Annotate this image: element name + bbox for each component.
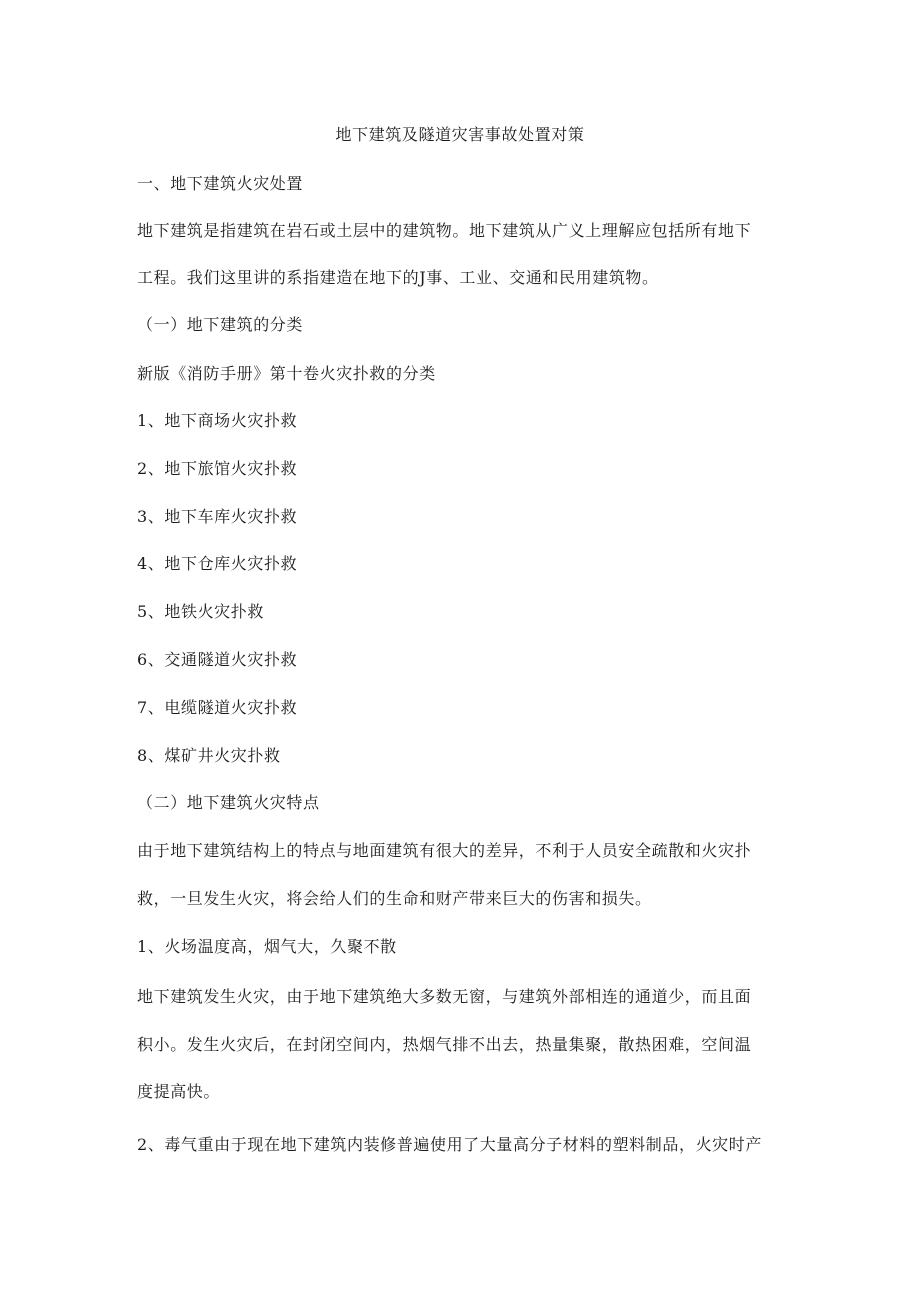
paragraph-line: 积小。发生火灾后，在封闭空间内，热烟气排不出去，热量集聚，散热困难，空间温 xyxy=(137,1035,752,1054)
document-title: 地下建筑及隧道灾害事故处置对策 xyxy=(335,125,585,144)
list-item: 2、地下旅馆火灾扑救 xyxy=(137,459,298,478)
list-item: 3、地下车库火灾扑救 xyxy=(137,507,298,526)
subsection-heading-characteristics: （二）地下建筑火灾特点 xyxy=(137,793,320,812)
list-item: 5、地铁火灾扑救 xyxy=(137,602,264,621)
paragraph-line: 地下建筑是指建筑在岩石或土层中的建筑物。地下建筑从广义上理解应包括所有地下 xyxy=(137,221,752,240)
paragraph-line: 救，一旦发生火灾，将会给人们的生命和财产带来巨大的伤害和损失。 xyxy=(137,889,652,908)
subsection-heading-classification: （一）地下建筑的分类 xyxy=(137,315,304,334)
list-item: 4、地下仓库火灾扑救 xyxy=(137,554,298,573)
list-item: 8、煤矿井火灾扑救 xyxy=(137,746,281,765)
paragraph-line: 度提高快。 xyxy=(137,1082,221,1101)
list-item: 7、电缆隧道火灾扑救 xyxy=(137,698,298,717)
paragraph-line: 地下建筑发生火灾，由于地下建筑绝大多数无窗，与建筑外部相连的通道少，而且面 xyxy=(137,987,752,1006)
section-heading-1: 一、地下建筑火灾处置 xyxy=(137,174,304,193)
list-item: 1、地下商场火灾扑救 xyxy=(137,411,298,430)
paragraph-line: 新版《消防手册》第十卷火灾扑救的分类 xyxy=(137,364,436,383)
list-item: 6、交通隧道火灾扑救 xyxy=(137,650,298,669)
paragraph-line: 2、毒气重由于现在地下建筑内装修普遍使用了大量高分子材料的塑料制品，火灾时产 xyxy=(137,1135,762,1154)
paragraph-line: 由于地下建筑结构上的特点与地面建筑有很大的差异，不利于人员安全疏散和火灾扑 xyxy=(137,841,752,860)
point-heading: 1、火场温度高，烟气大，久聚不散 xyxy=(137,937,397,956)
paragraph-line: 工程。我们这里讲的系指建造在地下的J事、工业、交通和民用建筑物。 xyxy=(137,268,659,287)
